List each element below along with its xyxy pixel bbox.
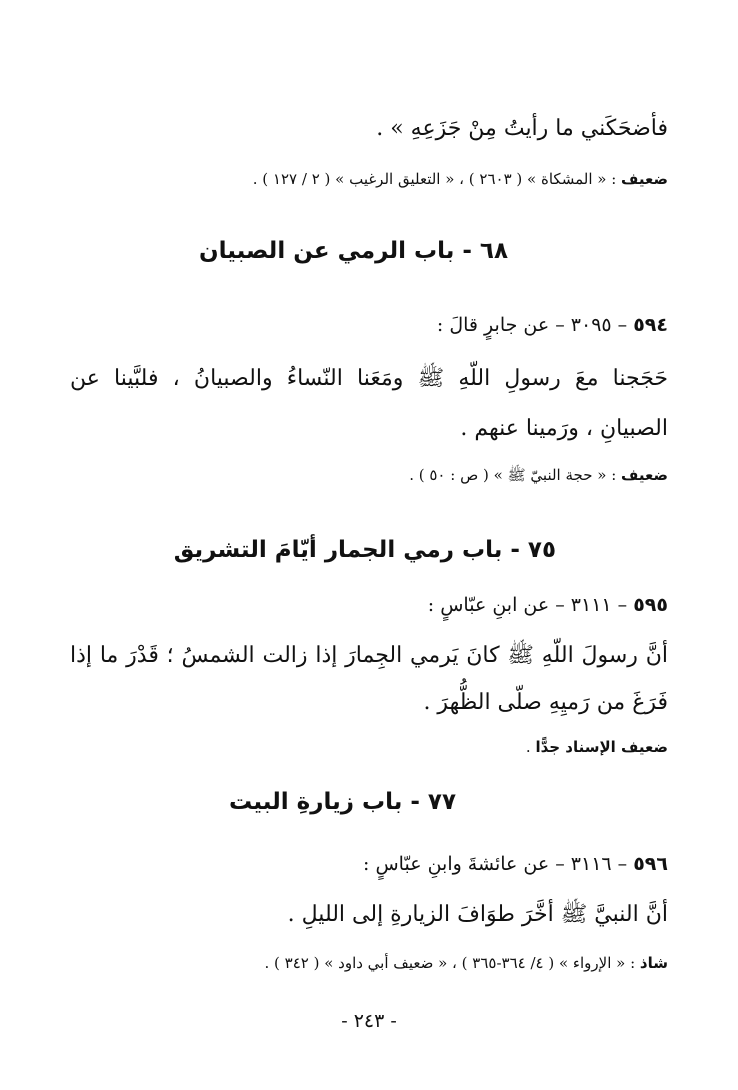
hadith-narrator: – ٣١١٦ – عن عائشةَ وابنِ عبّاسٍ : (363, 853, 628, 875)
continuation-line (376, 116, 668, 141)
hadith-text: أنَّ النبيَّ ﷺ أخَّرَ طوَافَ الزيارةِ إلى الليلِ . (287, 902, 668, 927)
grading-source: : « المشكاة » ( ٢٦٠٣ ) ، « التعليق الرغيب » ( ٢ / ١٢٧ ) . (252, 170, 617, 188)
hadith-594-line-1 (70, 364, 668, 396)
grading-source: : « حجة النبيّ ﷺ » ( ص : ٥٠ ) . (409, 466, 617, 484)
hadith-596-line-1 (288, 900, 668, 932)
page-number (0, 1010, 738, 1032)
hadith-number: ٥٩٤ (633, 314, 668, 336)
chapter-title: ٧٥ - باب رمي الجمار أيّامَ التشريق (173, 537, 556, 563)
grading-note-3 (526, 738, 668, 756)
chapter-heading-77 (229, 789, 456, 815)
hadith-header-596 (363, 853, 668, 875)
hadith-text: أنَّ رسولَ اللّهِ ﷺ كانَ يَرمي الجِمارَ إذا زالت الشمسُ ؛ قَدْرَ ما إذا (70, 643, 668, 668)
grading-note-1 (253, 170, 668, 188)
hadith-header-595 (428, 594, 668, 616)
hadith-595-line-2 (423, 690, 668, 715)
grading-label: ضعيف (621, 170, 668, 188)
hadith-text: فَرَغَ من رَميِهِ صلّى الظُّهرَ . (423, 690, 668, 715)
page-number-text: - ٢٤٣ - (341, 1010, 397, 1032)
grading-note-4 (264, 954, 668, 972)
hadith-number: ٥٩٦ (633, 853, 668, 875)
grading-note-2 (409, 466, 668, 488)
chapter-heading-68 (199, 238, 508, 264)
hadith-number: ٥٩٥ (633, 594, 668, 616)
grading-label: شاذ (639, 954, 668, 972)
hadith-narrator: – ٣٠٩٥ – عن جابرٍ قالَ : (436, 314, 628, 336)
hadith-text: الصبيانِ ، ورَمينا عنهم . (460, 416, 668, 441)
chapter-heading-75 (174, 537, 556, 563)
grading-label: ضعيف الإسناد جدًّا (535, 738, 668, 756)
chapter-title: ٧٧ - باب زيارةِ البيت (228, 789, 456, 815)
continuation-text: فأضحَكَني ما رأيتُ مِنْ جَزَعِهِ » . (376, 116, 668, 141)
hadith-header-594 (437, 314, 668, 336)
hadith-text: حَجَجنا معَ رسولِ اللّهِ ﷺ ومَعَنا النّساءُ والصبيانُ ، فلبَّينا عن (70, 366, 668, 391)
hadith-narrator: – ٣١١١ – عن ابنِ عبّاسٍ : (427, 594, 628, 616)
grading-source: : « الإرواء » ( ٤/ ٣٦٤-٣٦٥ ) ، « ضعيف أبي داود » ( ٣٤٢ ) . (264, 954, 636, 972)
grading-label: ضعيف (621, 466, 668, 484)
hadith-595-line-1 (70, 641, 668, 673)
chapter-title: ٦٨ - باب الرمي عن الصبيان (198, 238, 508, 264)
hadith-594-line-2 (460, 416, 668, 441)
grading-source: . (525, 738, 531, 756)
